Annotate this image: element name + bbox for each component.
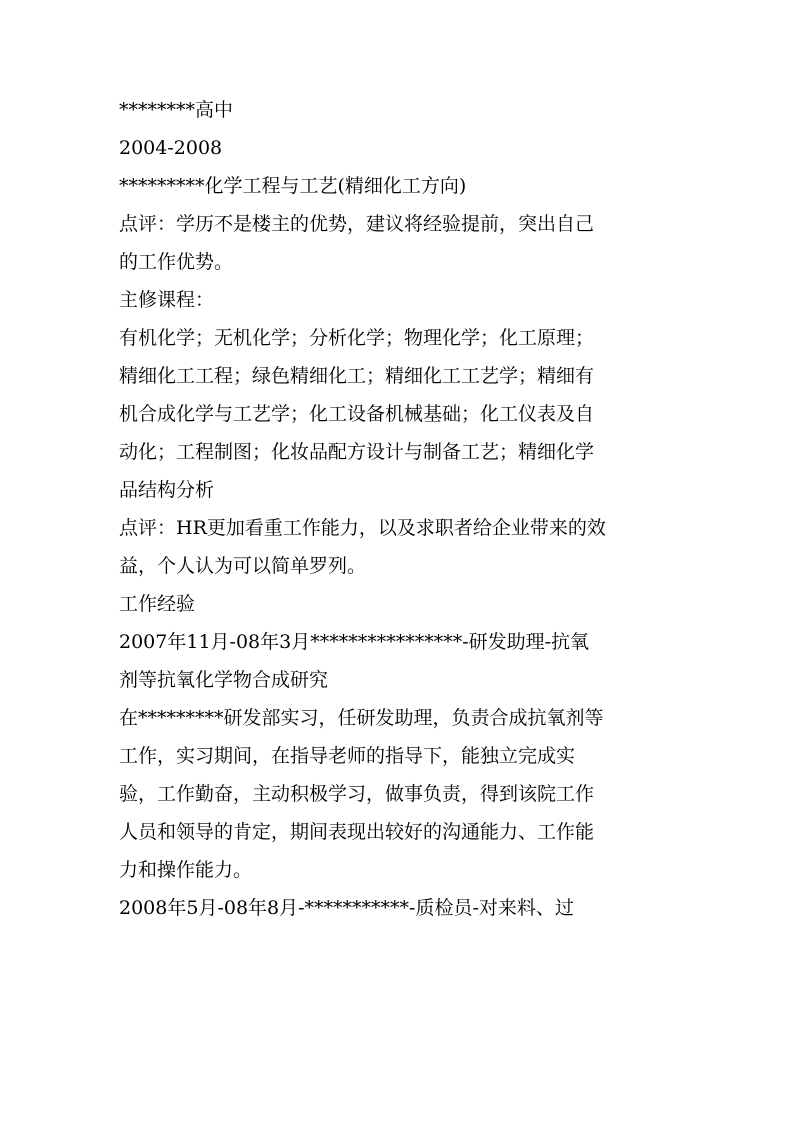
job-1-title-line: 剂等抗氧化学物合成研究 xyxy=(119,669,329,691)
courses-heading: 主修课程： xyxy=(119,289,215,311)
job-1-desc-line: 验，工作勤奋，主动积极学习，做事负责，得到该院工作 xyxy=(119,783,595,805)
courses-list xyxy=(119,319,679,509)
review-1-line: 点评：学历不是楼主的优势，建议将经验提前，突出自己 xyxy=(119,213,595,235)
job-1-title-line: 2007年11月-08年3月****************-研发助理-抗氧 xyxy=(119,631,590,653)
job-1-title xyxy=(119,623,679,699)
review-2 xyxy=(119,509,679,585)
job-1-desc-line: 力和操作能力。 xyxy=(119,859,253,881)
resume-content xyxy=(119,91,679,927)
period-line: 2004-2008 xyxy=(119,137,223,159)
review-2-line: 益，个人认为可以简单罗列。 xyxy=(119,555,367,577)
job-1-desc-line: 在*********研发部实习，任研发助理，负责合成抗氧剂等 xyxy=(119,707,604,729)
courses-line: 精细化工工程；绿色精细化工；精细化工工艺学；精细有 xyxy=(119,365,595,387)
courses-line: 品结构分析 xyxy=(119,479,215,501)
job-1-description xyxy=(119,699,679,889)
courses-line: 机合成化学与工艺学；化工设备机械基础；化工仪表及自 xyxy=(119,403,595,425)
review-1 xyxy=(119,205,679,281)
school-line: ********高中 xyxy=(119,99,234,121)
review-2-line: 点评：HR更加看重工作能力，以及求职者给企业带来的效 xyxy=(119,517,606,539)
courses-line: 动化；工程制图；化妆品配方设计与制备工艺；精细化学 xyxy=(119,441,595,463)
job-1-desc-line: 人员和领导的肯定，期间表现出较好的沟通能力、工作能 xyxy=(119,821,595,843)
major-line: *********化学工程与工艺(精细化工方向) xyxy=(119,175,467,197)
work-heading: 工作经验 xyxy=(119,593,196,615)
job-2-title xyxy=(119,889,679,927)
job-2-title-line: 2008年5月-08年8月-***********-质检员-对来料、过 xyxy=(119,897,574,919)
job-1-desc-line: 工作，实习期间，在指导老师的指导下，能独立完成实 xyxy=(119,745,576,767)
review-1-line: 的工作优势。 xyxy=(119,251,234,273)
courses-line: 有机化学；无机化学；分析化学；物理化学；化工原理； xyxy=(119,327,595,349)
